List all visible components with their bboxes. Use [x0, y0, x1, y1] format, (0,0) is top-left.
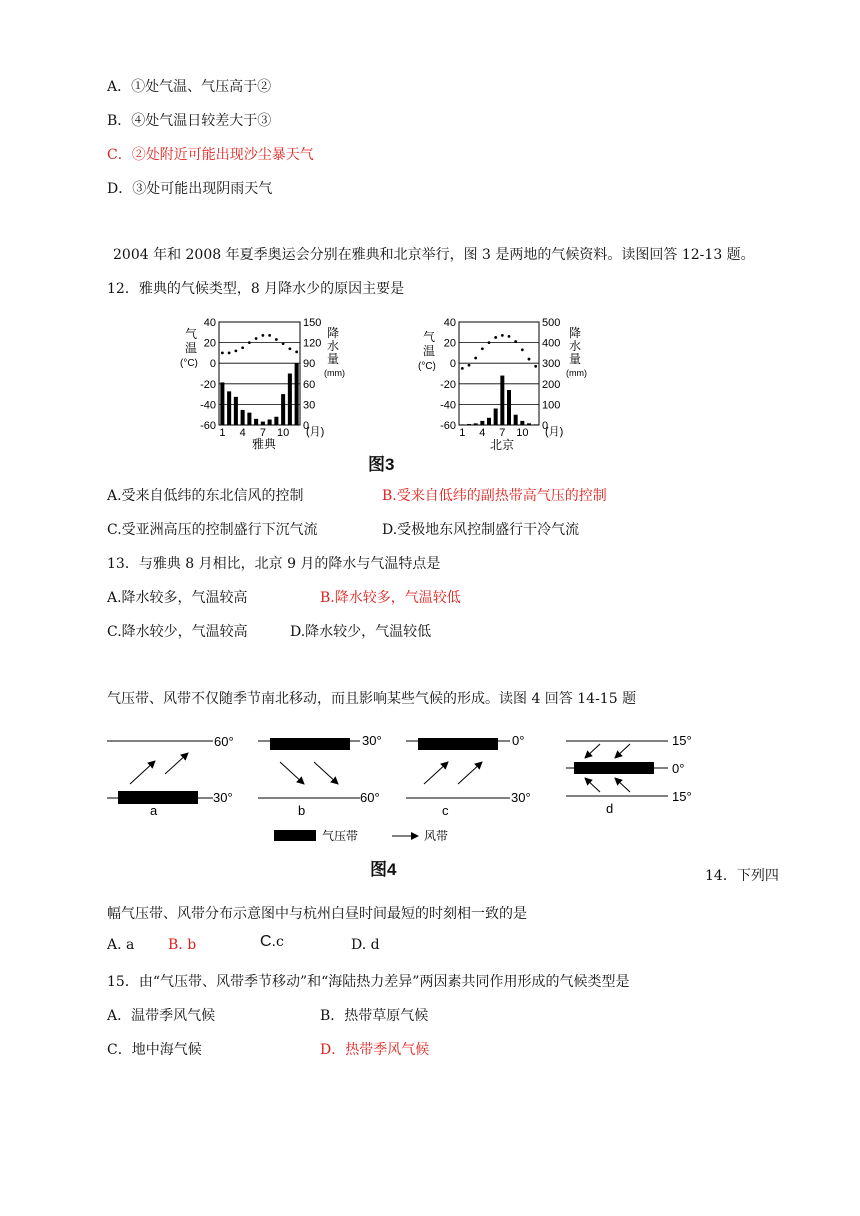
q11-option-a: A．①处气温、气压高于②	[107, 79, 272, 95]
athens-precip-label-2: 水	[327, 339, 340, 353]
panel-c-wind-arrow-2	[458, 762, 482, 784]
athens-precip-label-3: 量	[327, 352, 340, 366]
athens-precip-tick: 0	[303, 420, 310, 432]
athens-precip-tick: 150	[303, 317, 322, 329]
athens-precip-bar	[220, 382, 224, 425]
beijing-precip-bar	[507, 390, 511, 425]
beijing-temp-point	[521, 348, 524, 351]
q13-option-a: A.降水较多，气温较高	[107, 590, 248, 606]
athens-temp-tick: -40	[200, 399, 216, 412]
athens-temp-point	[228, 352, 231, 355]
panel-d-wind-arrow-4	[615, 778, 630, 792]
beijing-month-tick: 4	[479, 427, 486, 439]
beijing-precip-label-3: 量	[569, 352, 582, 366]
athens-precip-bar	[268, 420, 272, 425]
athens-precip-tick: 60	[303, 378, 316, 391]
beijing-temp-point	[488, 341, 491, 344]
athens-temp-label-2: 温	[185, 341, 198, 355]
athens-temp-point	[288, 347, 291, 350]
panel-b-label: b	[298, 803, 306, 818]
panel-d-mid-latitude: 0°	[672, 761, 685, 776]
beijing-month-tick: 7	[499, 427, 506, 439]
beijing-precip-label-1: 降	[569, 326, 582, 340]
beijing-temp-point	[501, 334, 504, 337]
athens-temp-label-1: 气	[185, 327, 198, 341]
beijing-temp-point	[514, 340, 517, 343]
beijing-temp-tick: -20	[440, 378, 456, 391]
beijing-precip-tick: 500	[542, 317, 561, 329]
panel-d-wind-arrow-2	[615, 744, 630, 758]
beijing-precip-tick: 200	[542, 378, 561, 391]
panel-c-bottom-latitude: 30°	[511, 790, 531, 805]
athens-month-tick: 1	[219, 427, 226, 439]
beijing-temp-point	[494, 336, 497, 339]
q12-option-b: B.受来自低纬的副热带高气压的控制	[382, 488, 607, 504]
athens-precip-bar	[281, 394, 285, 425]
panel-b-bottom-latitude: 60°	[360, 790, 380, 805]
panel-d-bottom-latitude: 15°	[672, 789, 692, 804]
athens-temp-tick: 0	[209, 358, 216, 371]
athens-temp-point	[255, 337, 258, 340]
beijing-precip-bar	[460, 424, 464, 425]
athens-precip-bar	[234, 397, 238, 425]
panel-b-wind-arrow-1	[280, 762, 304, 784]
panel-c-top-latitude: 0°	[512, 733, 525, 748]
figure4-pressure-wind-diagram	[0, 726, 860, 846]
panel-c	[406, 733, 531, 818]
beijing-month-tick: 1	[459, 427, 466, 439]
athens-precip-tick: 30	[303, 399, 316, 412]
beijing-precip-tick: 400	[542, 337, 561, 350]
beijing-precip-bar	[534, 424, 538, 425]
athens-precip-bar	[227, 391, 231, 425]
panel-b-pressure-belt	[270, 738, 350, 750]
athens-temp-point	[268, 334, 271, 337]
panel-d-wind-arrow-3	[585, 778, 600, 792]
beijing-plot-frame	[459, 322, 539, 425]
athens-temp-point	[221, 352, 224, 355]
panel-a-label: a	[150, 803, 158, 818]
panel-a-pressure-belt	[118, 791, 198, 804]
q15-stem: 15．由“气压带、风带季节移动”和“海陆热力差异”两因素共同作用形成的气候类型是	[107, 974, 630, 990]
q12-option-d: D.受极地东风控制盛行干冷气流	[382, 522, 580, 538]
q11-option-d: D．③处可能出现阴雨天气	[107, 181, 273, 197]
athens-precip-label-4: (mm)	[324, 368, 345, 378]
q14-option-c-value: c	[276, 934, 284, 950]
athens-temp-point	[295, 350, 298, 353]
q13-option-b: B.降水较多，气温较低	[320, 590, 461, 606]
beijing-temp-tick: -60	[440, 420, 456, 432]
beijing-temp-point	[534, 365, 537, 368]
intro-14-15: 气压带、风带不仅随季节南北移动，而且影响某些气候的形成。读图 4 回答 14-15 题	[107, 691, 637, 707]
beijing-month-unit: (月)	[545, 426, 564, 438]
beijing-precip-bar	[474, 423, 478, 425]
q15-option-a: A．温带季风气候	[107, 1008, 216, 1024]
panel-b-top-latitude: 30°	[362, 733, 382, 748]
beijing-precip-label-2: 水	[569, 339, 582, 353]
athens-precip-bar	[247, 413, 251, 425]
athens-temp-tick: -20	[200, 378, 216, 391]
beijing-temp-tick: -40	[440, 399, 456, 412]
beijing-precip-bar	[527, 423, 531, 425]
beijing-name: 北京	[490, 438, 515, 452]
athens-precip-bar	[241, 410, 245, 425]
q14-stem-start: 14．下列四	[705, 868, 779, 884]
beijing-precip-bar	[467, 424, 471, 425]
q13-stem: 13．与雅典 8 月相比，北京 9 月的降水与气温特点是	[107, 556, 441, 572]
figure3-climate-charts	[0, 312, 860, 472]
beijing-temp-tick: 0	[449, 358, 456, 371]
beijing-month-tick: 10	[516, 427, 529, 439]
beijing-precip-bar	[480, 421, 484, 425]
beijing-temp-point	[481, 347, 484, 350]
q12-stem: 12．雅典的气候类型，8 月降水少的原因主要是	[107, 281, 405, 297]
panel-a-bottom-latitude: 30°	[213, 790, 233, 805]
athens-temp-tick: 40	[203, 317, 216, 329]
athens-month-tick: 4	[239, 427, 246, 439]
athens-month-tick: 7	[259, 427, 266, 439]
legend-wind-label: 风带	[424, 829, 449, 843]
beijing-precip-bar	[514, 415, 518, 425]
beijing-precip-label-4: (mm)	[566, 368, 587, 378]
panel-d-wind-arrow-1	[585, 744, 600, 758]
panel-a-wind-arrow-2	[165, 753, 188, 774]
athens-precip-tick: 90	[303, 358, 316, 371]
q14-option-b: B. b	[168, 937, 197, 953]
athens-precip-tick: 120	[303, 337, 322, 350]
panel-d-pressure-belt	[574, 762, 654, 774]
figure4-caption: 图4	[370, 860, 397, 879]
figure3-caption: 图3	[368, 455, 395, 474]
athens-precip-bar	[254, 419, 258, 425]
q14-option-d: D. d	[351, 937, 380, 953]
athens-temp-point	[241, 346, 244, 349]
athens-chart	[180, 317, 345, 451]
legend-pressure-swatch	[274, 830, 316, 841]
athens-temp-tick: 20	[203, 337, 216, 350]
q12-option-a: A.受来自低纬的东北信风的控制	[107, 488, 304, 504]
athens-precip-bar	[288, 374, 292, 426]
athens-temp-point	[248, 341, 251, 344]
panel-d-label: d	[606, 801, 614, 816]
beijing-temp-label-3: (°C)	[418, 361, 436, 372]
panel-b	[258, 733, 382, 818]
beijing-temp-point	[474, 357, 477, 360]
panel-c-label: c	[442, 803, 449, 818]
q15-option-d: D．热带季风气候	[320, 1042, 430, 1058]
q11-option-b: B．④处气温日较差大于③	[107, 113, 272, 129]
athens-precip-bar	[295, 363, 299, 425]
beijing-temp-point	[508, 335, 511, 338]
athens-month-unit: (月)	[306, 426, 325, 438]
athens-temp-point	[261, 334, 264, 337]
beijing-precip-tick: 300	[542, 358, 561, 371]
beijing-precip-bar	[520, 421, 524, 425]
beijing-precip-tick: 100	[542, 399, 561, 412]
q14-option-c	[260, 933, 284, 951]
panel-d-top-latitude: 15°	[672, 733, 692, 748]
beijing-temp-label-1: 气	[423, 330, 436, 344]
q14-option-a: A. a	[107, 937, 135, 953]
figure4-legend	[274, 828, 448, 843]
beijing-temp-tick: 20	[443, 337, 456, 350]
beijing-chart	[418, 317, 587, 452]
q15-option-b: B．热带草原气候	[320, 1008, 429, 1024]
q12-option-c: C.受亚洲高压的控制盛行下沉气流	[107, 522, 318, 538]
panel-a	[107, 734, 234, 818]
panel-d	[566, 733, 692, 816]
athens-precip-bar	[261, 422, 265, 425]
beijing-temp-tick: 40	[443, 317, 456, 329]
beijing-temp-point	[468, 364, 471, 367]
panel-b-wind-arrow-2	[314, 762, 338, 784]
beijing-temp-point	[528, 358, 531, 361]
panel-a-top-latitude: 60°	[214, 734, 234, 749]
beijing-precip-tick: 0	[542, 420, 549, 432]
legend-pressure-label: 气压带	[322, 829, 359, 843]
athens-name: 雅典	[252, 437, 277, 451]
beijing-precip-bar	[487, 418, 491, 425]
athens-temp-point	[275, 338, 278, 341]
q13-option-c: C.降水较少，气温较高	[107, 624, 248, 640]
intro-12-13: 2004 年和 2008 年夏季奥运会分别在雅典和北京举行，图 3 是两地的气候资料。读图回答 12-13 题。	[113, 247, 755, 263]
athens-precip-bar	[274, 417, 278, 425]
athens-temp-point	[282, 342, 285, 345]
athens-month-tick: 10	[277, 427, 290, 439]
athens-temp-label-3: (°C)	[180, 358, 198, 369]
q14-option-c-letter: C.	[260, 933, 276, 950]
athens-precip-label-1: 降	[327, 326, 340, 340]
q13-option-d: D.降水较少，气温较低	[290, 624, 432, 640]
q14-stem-continued: 幅气压带、风带分布示意图中与杭州白昼时间最短的时刻相一致的是	[107, 906, 527, 922]
athens-temp-tick: -60	[200, 420, 216, 432]
athens-temp-point	[234, 349, 237, 352]
panel-c-pressure-belt	[418, 738, 498, 750]
beijing-temp-label-2: 温	[423, 344, 436, 358]
panel-a-wind-arrow-1	[130, 761, 155, 784]
panel-c-wind-arrow-1	[424, 762, 448, 784]
q15-option-c: C．地中海气候	[107, 1042, 202, 1058]
beijing-temp-point	[461, 367, 464, 370]
beijing-precip-bar	[494, 409, 498, 425]
q11-option-c: C．②处附近可能出现沙尘暴天气	[107, 147, 314, 163]
beijing-precip-bar	[500, 376, 504, 425]
